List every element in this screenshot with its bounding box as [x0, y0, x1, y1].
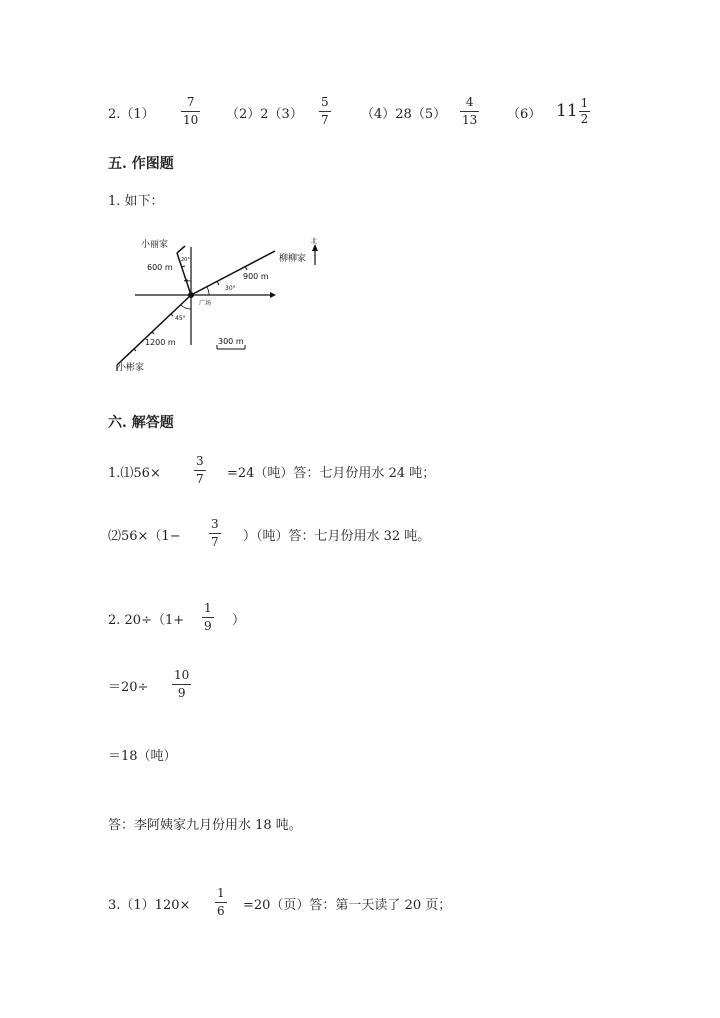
tick-mark — [171, 314, 173, 316]
mixed-fraction — [579, 97, 591, 125]
fraction-bar — [319, 111, 331, 112]
label-north: 北 — [311, 238, 318, 245]
q1b-prefix: ⑵56×（1− — [108, 529, 181, 544]
fraction-numerator: 1 — [204, 601, 212, 615]
fraction-denominator: 7 — [321, 113, 329, 127]
mixed-number — [556, 97, 590, 125]
fraction-numerator: 1 — [580, 96, 589, 110]
q3-suffix: =20（页）答：第一天读了 20 页； — [243, 898, 452, 913]
q2-line1-suffix: ） — [232, 613, 246, 628]
fraction-numerator: 3 — [211, 517, 219, 531]
north-arrow-icon — [312, 244, 318, 251]
fraction-denominator: 9 — [204, 619, 212, 633]
fraction-numerator: 4 — [465, 95, 474, 109]
fraction-3-7 — [194, 454, 206, 486]
fraction-5-7 — [319, 95, 331, 127]
tick-mark — [134, 349, 136, 351]
q2-part2: （2）2（3） — [226, 107, 303, 122]
plaza-point — [188, 292, 194, 298]
label-1200m: 1200 m — [145, 338, 176, 347]
q2-part1: 2.（1） — [108, 107, 155, 122]
xiaoli-end-tick — [177, 246, 185, 253]
fraction-denominator: 2 — [580, 112, 589, 126]
fraction-bar — [202, 617, 214, 618]
fraction-denominator: 7 — [196, 472, 204, 486]
fraction-10-9 — [172, 668, 191, 700]
q1b-suffix: ）（吨）答：七月份用水 32 吨。 — [243, 529, 431, 544]
q2-line3: ＝18（吨） — [108, 749, 177, 764]
direction-diagram — [105, 225, 345, 380]
fraction-numerator: 10 — [174, 668, 190, 682]
q3-prefix: 3.（1）120× — [108, 898, 191, 913]
fraction-denominator: 9 — [177, 686, 186, 700]
section5-title: 五. 作图题 — [108, 156, 174, 172]
label-xiaoli: 小丽家 — [141, 240, 169, 250]
section5-item1: 1. 如下： — [108, 194, 164, 209]
path-to-xiaobin — [117, 295, 191, 365]
fraction-bar — [172, 684, 191, 685]
fraction-denominator: 6 — [217, 904, 225, 918]
fraction-4-13 — [460, 95, 479, 127]
fraction-bar — [215, 902, 227, 903]
fraction-7-10 — [181, 95, 200, 127]
fraction-numerator: 5 — [321, 95, 329, 109]
q1a-suffix: =24（吨）答：七月份用水 24 吨； — [227, 466, 436, 481]
label-xiaobin: 小彬家 — [117, 363, 145, 373]
fraction-1-6 — [215, 886, 227, 918]
section6-title: 六. 解答题 — [108, 415, 174, 431]
fraction-denominator: 10 — [183, 113, 199, 127]
label-plaza: 广场 — [199, 300, 212, 307]
fraction-bar — [209, 533, 221, 534]
fraction-bar — [194, 470, 206, 471]
q1a-prefix: 1.⑴56× — [108, 466, 161, 481]
fraction-denominator: 13 — [462, 113, 478, 127]
mixed-whole: 11 — [556, 101, 578, 121]
fraction-bar — [460, 111, 479, 112]
fraction-numerator: 7 — [186, 95, 195, 109]
label-liuliu: 柳柳家 — [279, 254, 307, 264]
q2-part4: （6） — [507, 107, 542, 122]
fraction-denominator: 7 — [211, 535, 219, 549]
fraction-numerator: 1 — [217, 886, 225, 900]
label-angle-45: 45° — [175, 315, 186, 322]
label-900m: 900 m — [243, 272, 269, 281]
label-scale: 300 m — [218, 337, 244, 346]
label-angle-30: 30° — [225, 285, 236, 292]
angle-arc-30 — [207, 287, 209, 295]
fraction-bar — [181, 111, 200, 112]
q2-part3: （4）28（5） — [361, 107, 447, 122]
angle-arc-45 — [181, 305, 191, 309]
fraction-1-9 — [202, 601, 214, 633]
label-angle-20: 20° — [181, 257, 190, 263]
label-600m: 600 m — [147, 263, 173, 272]
fraction-numerator: 3 — [196, 454, 204, 468]
q2-line2-prefix: ＝20÷ — [108, 680, 149, 695]
q2-line1-prefix: 2. 20÷（1+ — [108, 613, 185, 628]
q2-answer: 答：李阿姨家九月份用水 18 吨。 — [108, 818, 302, 833]
tick-mark — [152, 332, 154, 334]
fraction-3-7 — [209, 517, 221, 549]
arrow-east-icon — [270, 292, 276, 298]
